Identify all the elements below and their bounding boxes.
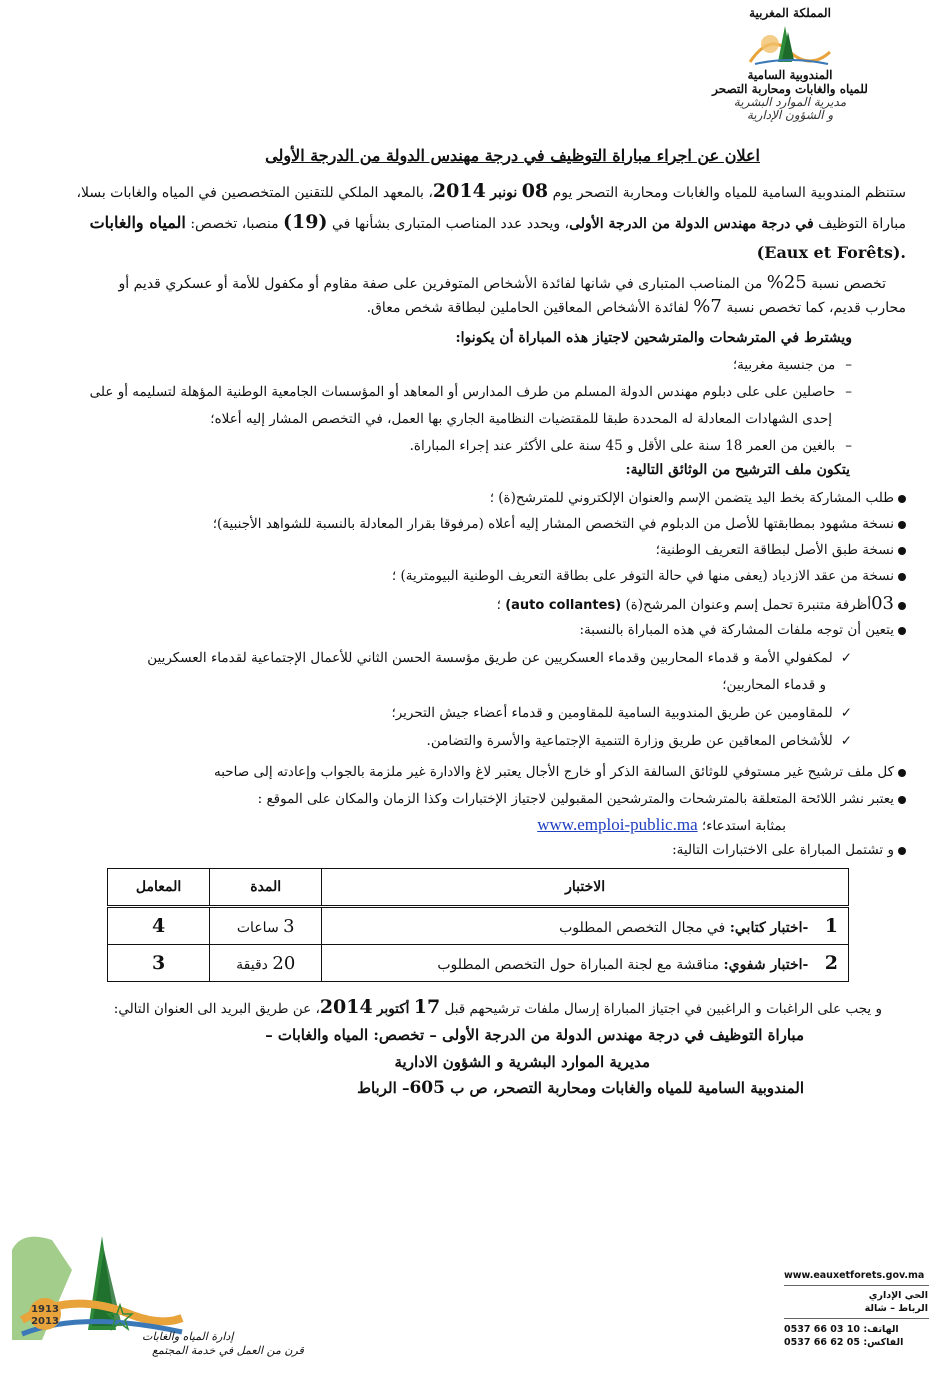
org-line-1: المندوبية السامية — [747, 68, 833, 82]
quota-line-2: محارب قديم، كما تخصص نسبة 7% لفائدة الأشخاص المعاقين الحاملين لبطاقة شخص معاق. — [366, 296, 906, 317]
centenary-logo — [12, 1230, 342, 1360]
exam-cell: 1 -اختبار كتابي: في مجال التخصص المطلوب — [322, 907, 849, 945]
directorate-line-1: مديرية الموارد البشرية — [733, 95, 847, 109]
footer-divider — [784, 1285, 929, 1286]
check-item-continued: و قدماء المحاربين؛ — [722, 677, 826, 693]
note-incomplete: كل ملف ترشيح غير مستوفي للوثائق السالفة الذكر أو خارج الأجال يعتبر لاغ والادارة غير ملزمة بالجواب وإعادته إلى صاحبه — [214, 762, 906, 783]
document-item: طلب المشاركة بخط اليد يتضمن الإسم والعنوان الإلكتروني للمترشح(ة) ؛ — [490, 488, 906, 509]
footer-address-2: الرباط – شالة — [864, 1303, 928, 1314]
intro-line-2: مباراة التوظيف في درجة مهندس الدولة من الدرجة الأولى، ويحدد عدد المناصب المتبارى بشأنها في (19) منصبا، تخصص: المياه والغابات — [89, 211, 906, 233]
bullet-icon — [898, 547, 906, 555]
exam-cell: 2 -اختبار شفوي: مناقشة مع لجنة المباراة حول التخصص المطلوب — [322, 945, 849, 982]
kingdom-label: المملكة المغربية — [749, 6, 831, 20]
header-coef: المعامل — [108, 869, 210, 907]
conditions-heading: ويشترط في المترشحات والمترشحين لاجتياز هذه المباراة أن يكونوا: — [455, 330, 852, 346]
bullet-icon — [898, 521, 906, 529]
condition-item: –حاصلين على على دبلوم مهندس الدولة المسلم من طرف المدارس أو المعاهد أو المؤسسات الجامعية الوطنية المؤهلة لتسليمه أو على — [89, 384, 852, 400]
deadline-line: و يجب على الراغبات و الراغبين في اجتياز المباراة إرسال ملفات ترشيحهم قبل 17 أكتوبر 2014، عن طريق البريد الى العنوان التالي: — [113, 996, 882, 1018]
duration-cell: 20 دقيقة — [210, 945, 322, 982]
emblem-logo — [730, 22, 850, 68]
checkmark-icon: ✓ — [840, 733, 852, 749]
table-row — [108, 907, 849, 945]
header-exam: الاختبار — [322, 869, 849, 907]
emploi-public-link[interactable]: www.emploi-public.ma — [537, 815, 698, 834]
bullet-icon — [898, 769, 906, 777]
slogan-1: إدارة المياه والغابات — [142, 1330, 234, 1343]
exams-intro: و تشتمل المباراة على الاختبارات التالية: — [672, 840, 906, 861]
send-intro: يتعين أن توجه ملفات المشاركة في هذه المباراة بالنسبة: — [579, 620, 906, 641]
note-publication: يعتبر نشر اللائحة المتعلقة بالمترشحات والمترشحين المقبولين لاجتياز الإختبارات وكذا الزمان والمكان على الموقع : — [258, 789, 906, 810]
document-item-envelopes: 03أظرفة متنبرة تحمل إسم وعنوان المرشح(ة) (auto collantes) ؛ — [497, 593, 906, 616]
condition-item-continued: إحدى الشهادات المعادلة له المحددة طبقا للمقتضيات النظامية الجاري بها العمل، في التخصص المشار إليه أعلاه؛ — [210, 411, 832, 427]
checkmark-icon: ✓ — [840, 705, 852, 721]
address-line-3: المندوبية السامية للمياه والغابات ومحاربة التصحر، ص ب 605– الرباط — [357, 1078, 804, 1098]
note-website: بمثابة استدعاء؛ www.emploi-public.ma — [537, 815, 786, 834]
footer-address-1: الحي الإداري — [868, 1290, 928, 1301]
announcement-title: اعلان عن اجراء مباراة التوظيف في درجة مهندس الدولة من الدرجة الأولى — [265, 146, 760, 165]
org-line-2: للمياه والغابات ومحاربة التصحر — [712, 82, 868, 96]
address-line-1: مباراة التوظيف في درجة مهندس الدولة من الدرجة الأولى – تخصص: المياه والغابات – — [265, 1026, 804, 1044]
footer-divider — [784, 1318, 929, 1319]
intro-line-1: ستنظم المندوبية السامية للمياه والغابات ومحاربة التصحر يوم 08 نونبر 2014، بالمعهد الملكي للتقنين المتخصصين في المياه والغابات بسلا، — [76, 180, 906, 202]
condition-item: –بالغين من العمر 18 سنة على الأقل و 45 سنة على الأكثر عند إجراء المباراة. — [409, 438, 852, 454]
logo-year-bottom: 2013 — [31, 1316, 59, 1327]
address-line-2: مديرية الموارد البشرية و الشؤون الادارية — [394, 1053, 650, 1071]
table-header-row — [108, 869, 849, 907]
check-item: ✓لمكفولي الأمة و قدماء المحاربين وقدماء العسكريين عن طريق مؤسسة الحسن الثاني للأعمال الإجتماعية لقدماء العسكريين — [147, 650, 852, 666]
footer-fax: الفاكس: 0537 66 62 05 — [784, 1337, 904, 1348]
bullet-icon — [898, 495, 906, 503]
slogan-2: قرن من العمل في خدمة المجتمع — [152, 1344, 304, 1357]
document-item: نسخة من عقد الازدياد (يعفى منها في حالة التوفر على بطاقة التعريف الوطنية البيومترية) ؛ — [392, 566, 906, 587]
footer-website: www.eauxetforets.gov.ma — [784, 1270, 925, 1281]
header-block — [690, 6, 890, 122]
footer-phone: الهاتف: 0537 66 03 10 — [784, 1324, 899, 1335]
specialty-french: (Eaux et Forêts). — [756, 243, 906, 262]
exams-table — [107, 868, 849, 982]
checkmark-icon: ✓ — [840, 650, 852, 666]
bullet-icon — [898, 796, 906, 804]
duration-cell: 3 ساعات — [210, 907, 322, 945]
bullet-icon — [898, 847, 906, 855]
bullet-icon — [898, 573, 906, 581]
header-duration: المدة — [210, 869, 322, 907]
documents-heading: يتكون ملف الترشيح من الوثائق التالية: — [625, 462, 850, 478]
bullet-icon — [898, 602, 906, 610]
logo-year-top: 1913 — [31, 1304, 59, 1315]
quota-line-1: تخصص نسبة 25% من المناصب المتبارى في شانها لفائدة الأشخاص المتوفرين على صفة مقاوم أو مكفول للأمة أو عسكري قديم أو — [118, 272, 886, 293]
coef-cell: 3 — [108, 945, 210, 982]
directorate-line-2: و الشؤون الإدارية — [746, 108, 834, 122]
condition-item: –من جنسية مغربية؛ — [732, 357, 852, 373]
check-item: ✓للمقاومين عن طريق المندوبية السامية للمقاومين و قدماء أعضاء جيش التحرير؛ — [391, 705, 852, 721]
coef-cell: 4 — [108, 907, 210, 945]
bullet-icon — [898, 627, 906, 635]
table-row — [108, 945, 849, 982]
document-item: نسخة مشهود بمطابقتها للأصل من الدبلوم في التخصص المشار إليه أعلاه (مرفوقا بقرار المعادلة بالنسبة للشواهد الأجنبية)؛ — [213, 514, 906, 535]
document-item: نسخة طبق الأصل لبطاقة التعريف الوطنية؛ — [656, 540, 906, 561]
check-item: ✓للأشخاص المعاقين عن طريق وزارة التنمية الإجتماعية والأسرة والتضامن. — [426, 733, 852, 749]
